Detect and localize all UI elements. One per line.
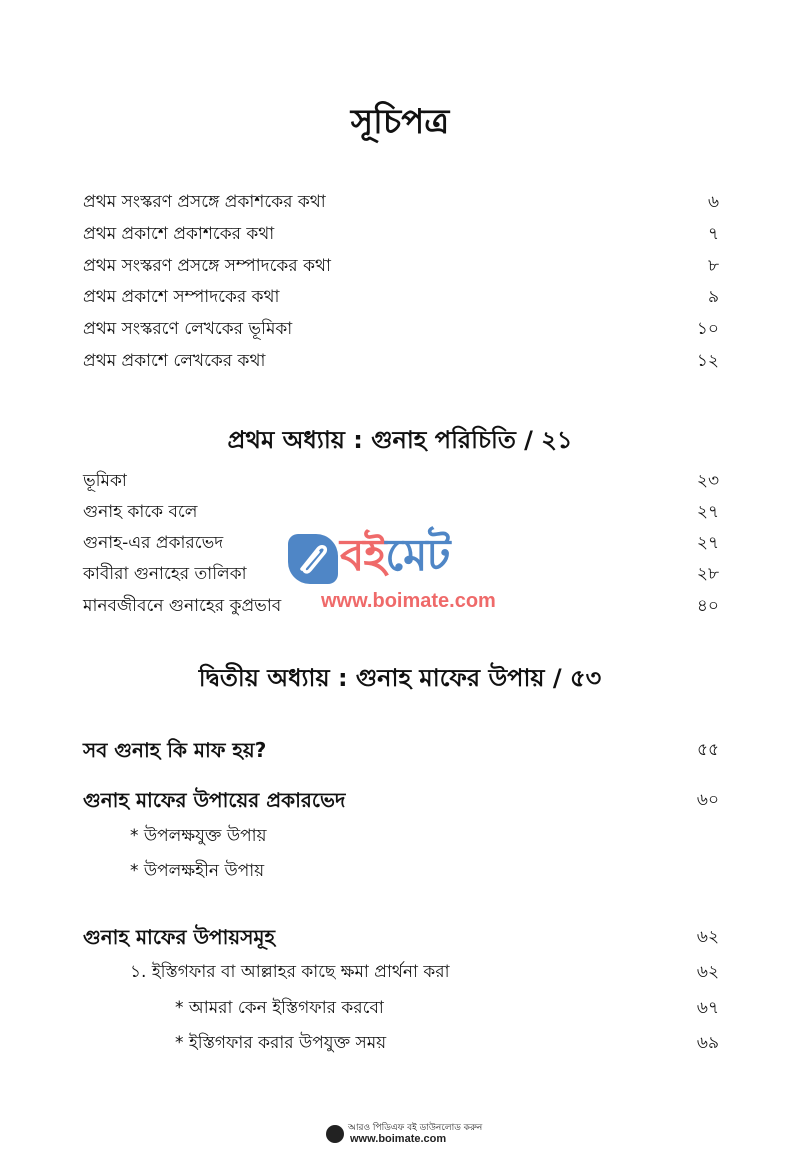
toc-subentry[interactable] xyxy=(175,1028,719,1058)
toc-entry[interactable] xyxy=(83,559,719,589)
toc-entry-label: প্রথম প্রকাশে সম্পাদকের কথা xyxy=(83,287,280,307)
toc-entry-label: প্রথম প্রকাশে লেখকের কথা xyxy=(83,351,266,371)
toc-entry[interactable] xyxy=(83,735,719,765)
toc-entry[interactable] xyxy=(83,346,719,376)
toc-subentry[interactable] xyxy=(130,856,719,886)
toc-entry-page: ২৩ xyxy=(696,471,719,491)
toc-subentry[interactable] xyxy=(130,957,719,987)
toc-entry-page: ২৮ xyxy=(696,564,719,584)
toc-entry-page: ৬০ xyxy=(696,790,719,810)
toc-entry[interactable] xyxy=(83,187,719,217)
toc-entry[interactable] xyxy=(83,282,719,312)
toc-entry-page: ৫৫ xyxy=(696,740,719,760)
toc-entry-label: প্রথম সংস্করণে লেখকের ভূমিকা xyxy=(83,319,293,339)
toc-entry-page: ৯ xyxy=(707,287,719,307)
toc-entry[interactable] xyxy=(83,497,719,527)
toc-entry-page: ৬৭ xyxy=(696,998,719,1018)
toc-entry[interactable] xyxy=(83,466,719,496)
toc-entry[interactable] xyxy=(83,591,719,621)
toc-entry-page: ৬২ xyxy=(696,927,719,947)
hand-pointer-icon xyxy=(326,1125,344,1143)
toc-entry-label: গুনাহ মাফের উপায়সমূহ xyxy=(83,925,276,949)
footer-download-banner[interactable] xyxy=(326,1121,486,1151)
toc-entry-page: ৮ xyxy=(707,256,719,276)
watermark-logo-part1: বই xyxy=(340,530,386,581)
toc-entry[interactable] xyxy=(83,251,719,281)
toc-entry-page: ২৭ xyxy=(696,533,719,553)
footer-url[interactable]: www.boimate.com xyxy=(350,1133,447,1145)
watermark-url: www.boimate.com xyxy=(321,590,496,612)
toc-entry-label: মানবজীবনে গুনাহের কুপ্রভাব xyxy=(83,596,282,616)
toc-entry-label: গুনাহ কাকে বলে xyxy=(83,502,198,522)
chapter-2-heading[interactable]: দ্বিতীয় অধ্যায় : গুনাহ মাফের উপায় / ৫৩ xyxy=(198,664,602,692)
toc-entry[interactable] xyxy=(83,314,719,344)
toc-entry-label: গুনাহ মাফের উপায়ের প্রকারভেদ xyxy=(83,788,346,812)
toc-entry-label: * উপলক্ষযুক্ত উপায় xyxy=(130,826,267,846)
toc-entry-label: সব গুনাহ কি মাফ হয়? xyxy=(83,738,267,762)
toc-entry-page: ৪০ xyxy=(696,596,719,616)
toc-entry-label: কাবীরা গুনাহের তালিকা xyxy=(83,564,247,584)
chapter-1-heading[interactable]: প্রথম অধ্যায় : গুনাহ পরিচিতি / ২১ xyxy=(227,426,573,454)
toc-entry[interactable] xyxy=(83,922,719,952)
page-title: সূচিপত্র xyxy=(350,102,450,142)
toc-entry-label: ১. ইস্তিগফার বা আল্লাহর কাছে ক্ষমা প্রার্থনা করা xyxy=(130,962,450,982)
toc-entry-label: প্রথম সংস্করণ প্রসঙ্গে সম্পাদকের কথা xyxy=(83,256,331,276)
toc-entry-page: ১০ xyxy=(696,319,719,339)
toc-entry-page: ৬৯ xyxy=(696,1033,719,1053)
toc-entry-page: ৭ xyxy=(707,224,719,244)
toc-entry[interactable] xyxy=(83,219,719,249)
toc-entry-page: ৬ xyxy=(707,192,719,212)
toc-entry-page: ৬২ xyxy=(696,962,719,982)
toc-entry-label: ভূমিকা xyxy=(83,471,127,491)
toc-entry-page: ২৭ xyxy=(696,502,719,522)
footer-tagline: আরও পিডিএফ বই ডাউনলোড করুন xyxy=(348,1123,483,1133)
toc-entry-page: ১২ xyxy=(696,351,719,371)
toc-entry[interactable] xyxy=(83,528,719,558)
toc-entry-label: প্রথম প্রকাশে প্রকাশকের কথা xyxy=(83,224,275,244)
toc-entry-label: * উপলক্ষহীন উপায় xyxy=(130,861,265,881)
watermark-logo-part2: মেট xyxy=(385,530,450,581)
toc-entry-label: * আমরা কেন ইস্তিগফার করবো xyxy=(175,998,384,1018)
toc-entry-label: প্রথম সংস্করণ প্রসঙ্গে প্রকাশকের কথা xyxy=(83,192,326,212)
toc-entry[interactable] xyxy=(83,785,719,815)
toc-entry-label: গুনাহ-এর প্রকারভেদ xyxy=(83,533,224,553)
toc-entry-label: * ইস্তিগফার করার উপযুক্ত সময় xyxy=(175,1033,387,1053)
toc-subentry[interactable] xyxy=(175,993,719,1023)
toc-subentry[interactable] xyxy=(130,821,719,851)
